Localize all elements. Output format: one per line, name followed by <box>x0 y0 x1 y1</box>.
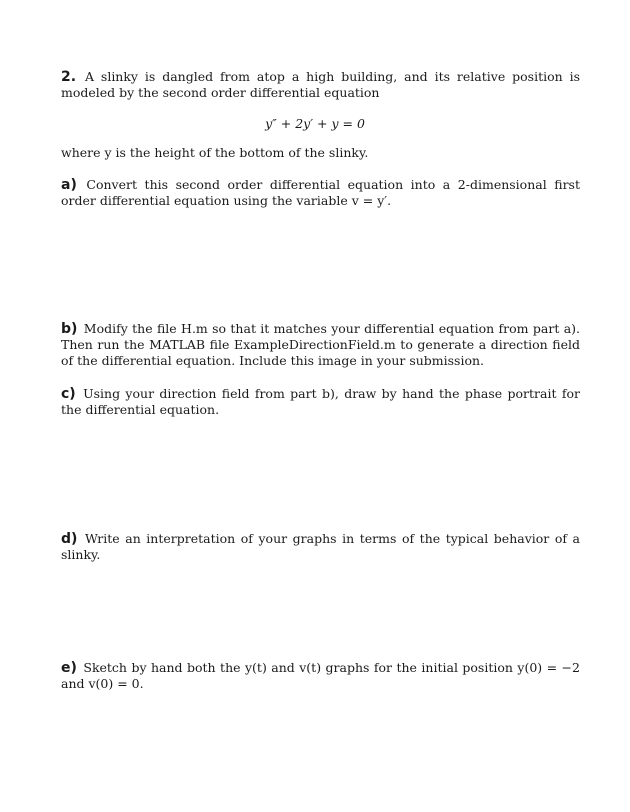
part-c-text: Using your direction field from part b), draw by hand the phase portrait for the differential equation. <box>61 386 580 417</box>
part-b <box>61 321 580 369</box>
where-statement: where y is the height of the bottom of the slinky. <box>61 145 369 160</box>
part-d-label: d) <box>61 531 78 547</box>
part-d-text: Write an interpretation of your graphs in terms of the typical behavior of a slinky. <box>61 531 580 562</box>
problem-intro-text: A slinky is dangled from atop a high building, and its relative position is modeled by the second order differential equation <box>61 69 580 100</box>
part-b-text: Modify the file H.m so that it matches your differential equation from part a). Then run the MATLAB file ExampleDirectionField.m to generate a direction field of the differential equation. Include this image in your submission. <box>61 321 580 368</box>
problem-intro <box>61 69 580 101</box>
part-c <box>61 386 580 418</box>
part-e <box>61 660 580 692</box>
part-a-text: Convert this second order differential equation into a 2-dimensional first order differential equation using the variable v = y′. <box>61 177 580 208</box>
part-e-label: e) <box>61 660 77 676</box>
part-c-label: c) <box>61 386 76 402</box>
part-e-text: Sketch by hand both the y(t) and v(t) graphs for the initial position y(0) = −2 and v(0) = 0. <box>61 660 580 691</box>
part-a <box>61 177 580 209</box>
differential-equation: y″ + 2y′ + y = 0 <box>265 116 365 131</box>
part-a-label: a) <box>61 177 77 193</box>
part-d <box>61 531 580 563</box>
problem-number: 2. <box>61 69 77 85</box>
part-b-label: b) <box>61 321 78 337</box>
